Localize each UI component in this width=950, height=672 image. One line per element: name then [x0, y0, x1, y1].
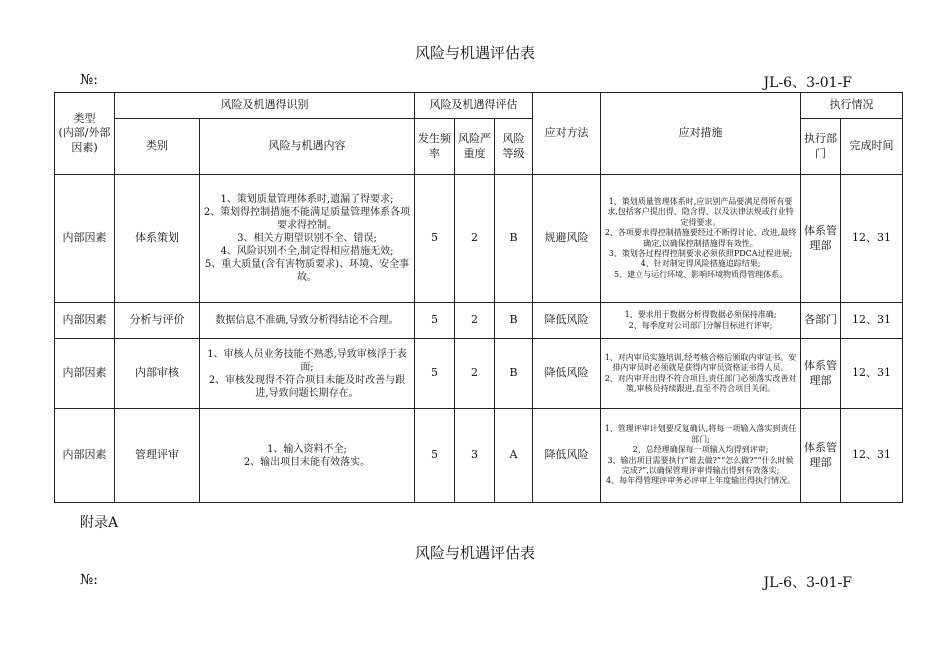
- header-content: 风险与机遇内容: [200, 119, 415, 175]
- form-code: JL-6、3-01-F: [763, 75, 852, 91]
- table-row: [55, 175, 903, 303]
- cell-level: B: [495, 175, 533, 303]
- header-frequency: 发生频率: [415, 119, 455, 175]
- header-dept: 执行部门: [801, 119, 841, 175]
- cell-severity: 2: [455, 175, 495, 303]
- header-identify-group: 风险及机遇得识别: [115, 93, 415, 119]
- cell-category: 分析与评价: [115, 303, 200, 339]
- cell-frequency: 5: [415, 303, 455, 339]
- header-assess-group: 风险及机遇得评估: [415, 93, 533, 119]
- cell-category: 内部审核: [115, 339, 200, 409]
- cell-measures: 1、要求用于数据分析得数据必须保持准确; 2、每季度对公司部门分解目标进行评审;: [601, 303, 801, 339]
- header-exec-group: 执行情况: [801, 93, 903, 119]
- cell-done-time: 12、31: [841, 303, 903, 339]
- cell-done-time: 12、31: [841, 409, 903, 503]
- table-row: [55, 409, 903, 503]
- cell-content: 1、审核人员业务技能不熟悉,导致审核浮于表面; 2、审核发现得不符合项目未能及时改善与跟进,导致问题长期存在。: [200, 339, 415, 409]
- cell-measures: 1、策划质量管理体系时,应识别产品要满足得所有要求,包括客户提出得、隐含得、以及法律法规或行业特定得要求。 2、各项要求得控制措施要经过不断得讨论、改进,最终确定,以确保控制措施得有效性。 3、策划各过程得控制要求必须依照PDCA过程进展; 4、针对制定得风险措施追踪结果; 5、建立与运行环境、影响环境物质得管理体系。: [601, 175, 801, 303]
- header-measures: 应对措施: [601, 93, 801, 175]
- header-done-time: 完成时间: [841, 119, 903, 175]
- cell-frequency: 5: [415, 409, 455, 503]
- page-title: 风险与机遇评估表: [414, 44, 535, 62]
- cell-severity: 3: [455, 409, 495, 503]
- cell-category: 体系策划: [115, 175, 200, 303]
- cell-dept: 体系管理部: [801, 409, 841, 503]
- cell-method: 降低风险: [533, 303, 601, 339]
- cell-type: 内部因素: [55, 175, 115, 303]
- cell-frequency: 5: [415, 339, 455, 409]
- cell-level: A: [495, 409, 533, 503]
- cell-type: 内部因素: [55, 303, 115, 339]
- risk-assessment-table: [54, 92, 903, 503]
- cell-level: B: [495, 339, 533, 409]
- cell-dept: 体系管理部: [801, 339, 841, 409]
- cell-method: 规避风险: [533, 175, 601, 303]
- cell-severity: 2: [455, 339, 495, 409]
- cell-done-time: 12、31: [841, 339, 903, 409]
- header-category: 类别: [115, 119, 200, 175]
- header-type: 类型 (内部/外部因素): [55, 93, 115, 175]
- cell-method: 降低风险: [533, 409, 601, 503]
- cell-type: 内部因素: [55, 409, 115, 503]
- header-method: 应对方法: [533, 93, 601, 175]
- cell-done-time: 12、31: [841, 175, 903, 303]
- cell-content: 1、策划质量管理体系时,遗漏了得要求; 2、策划得控制措施不能满足质量管理体系各项要求得控制。 3、相关方期望识别不全、错误; 4、风险识别不全,制定得相应措施无效; 5、重大质量(含有害物质要求)、环境、安全事故。: [200, 175, 415, 303]
- cell-method: 降低风险: [533, 339, 601, 409]
- cell-dept: 各部门: [801, 303, 841, 339]
- cell-type: 内部因素: [55, 339, 115, 409]
- table-row: [55, 339, 903, 409]
- header-level: 风险等级: [495, 119, 533, 175]
- cell-dept: 体系管理部: [801, 175, 841, 303]
- form-number-label: №:: [80, 72, 98, 88]
- cell-severity: 2: [455, 303, 495, 339]
- cell-category: 管理评审: [115, 409, 200, 503]
- cell-frequency: 5: [415, 175, 455, 303]
- cell-content: 1、输入资料不全; 2、输出项目未能有效落实。: [200, 409, 415, 503]
- table-row: [55, 303, 903, 339]
- cell-measures: 1、对内审员实施培训,经考核合格后颁取内审证书。安排内审员时必须就是获得内审员资格证书得人员。 2、对内审开出得不符合项目,责任部门必须落实改善对策,审核员持续跟进,直至不符合项目关闭。: [601, 339, 801, 409]
- header-severity: 风险严重度: [455, 119, 495, 175]
- appendix-title: 风险与机遇评估表: [414, 544, 535, 562]
- cell-level: B: [495, 303, 533, 339]
- cell-measures: 1、管理评审计划要反复确认,将每一项输入落实到责任部门; 2、总经理确保每一项输入均得到评审; 3、输出项目需要执行“谁去做?”“怎么做?”“什么时候完成?”,以确保管理评审得输出得到有效落实; 4、每年得管理评审务必评审上年度输出得执行情况。: [601, 409, 801, 503]
- appendix-code: JL-6、3-01-F: [763, 575, 852, 591]
- cell-content: 数据信息不准确,导致分析得结论不合理。: [200, 303, 415, 339]
- appendix-number-label: №:: [80, 572, 98, 588]
- appendix-label: 附录A: [80, 515, 119, 531]
